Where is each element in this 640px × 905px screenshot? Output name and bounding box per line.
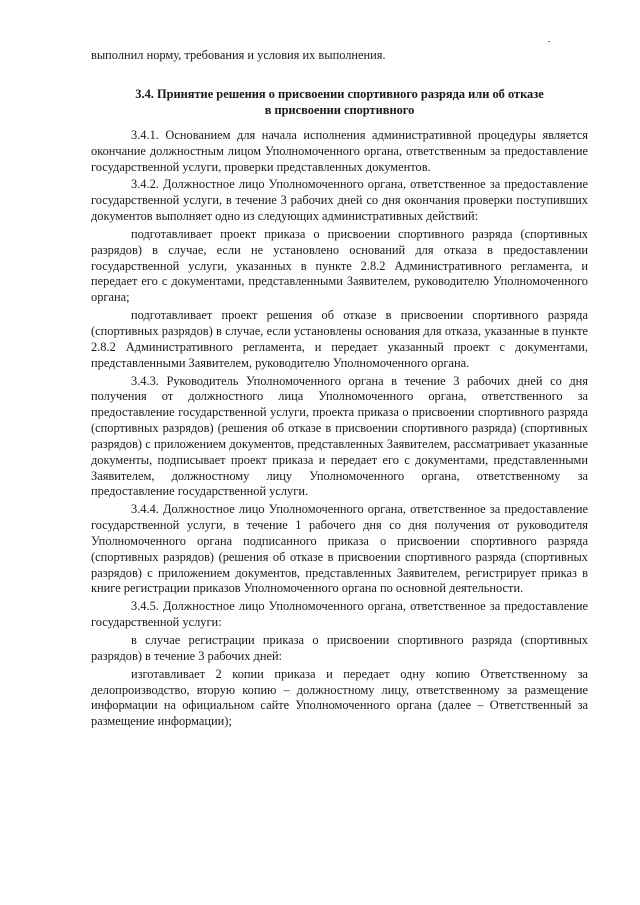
paragraph-3-4-3: 3.4.3. Руководитель Уполномоченного органа в течение 3 рабочих дней со дня получения от должностного лица Уполномоченного органа, ответственного за предоставление государственной услуги, проекта приказа о присвоении спортивного разряда (спортивных разрядов) (решения об отказе в присвоении спортивного разряда) (спортивных разрядов) с приложением документов, представленных Заявителем, рассматривает указанные документы, подписывает проект приказа и передает его с документами, представленными Заявителем, должностному лицу Уполномоченного органа, ответственному за предоставление государственной услуги. bbox=[91, 373, 588, 499]
paragraph-copies: изготавливает 2 копии приказа и передает одну копию Ответственному за делопроизводство, вторую копию – должностному лицу, ответственному за размещение информации на официальном сайте Уполномоченного органа (далее – Ответственный за размещение информации); bbox=[91, 666, 588, 729]
section-heading bbox=[91, 86, 588, 118]
scan-speck bbox=[548, 41, 550, 42]
paragraph-registration-case: в случае регистрации приказа о присвоении спортивного разряда (спортивных разрядов) в течение 3 рабочих дней: bbox=[91, 633, 588, 663]
section-heading-line-2: в присвоении спортивного bbox=[264, 102, 415, 117]
paragraph-3-4-5: 3.4.5. Должностное лицо Уполномоченного органа, ответственное за предоставление государственной услуги: bbox=[91, 599, 588, 630]
paragraph-3-4-1: 3.4.1. Основанием для начала исполнения административной процедуры является окончание должностным лицом Уполномоченного органа, ответственным за предоставление государственной услуги, проверки представленных документов. bbox=[91, 127, 588, 174]
section-heading-line-1: 3.4. Принятие решения о присвоении спортивного разряда или об отказе bbox=[135, 86, 544, 101]
paragraph-prepare-order: подготавливает проект приказа о присвоении спортивного разряда (спортивных разрядов) в случае, если не установлено оснований для отказа в предоставлении государственной услуги, указанных в пункте 2.8.2 Административного регламента, и передает его с документами, представленными Заявителем, руководителю Уполномоченного органа; bbox=[91, 226, 588, 305]
intro-line: выполнил норму, требования и условия их выполнения. bbox=[91, 48, 386, 62]
paragraph-prepare-refusal: подготавливает проект решения об отказе в присвоении спортивного разряда (спортивных разрядов) в случае, если установлены основания для отказа, указанные в пункте 2.8.2 Административного регламента, и передает указанный проект с документами, представленными Заявителем, руководителю Уполномоченного органа. bbox=[91, 308, 588, 370]
paragraph-3-4-4: 3.4.4. Должностное лицо Уполномоченного органа, ответственное за предоставление государственной услуги, в течение 1 рабочего дня со дня получения от руководителя Уполномоченного органа подписанного приказа о присвоении спортивного разряда (спортивных разрядов) (решения об отказе в присвоении спортивного разряда (спортивных разрядов) с приложением документов, представленных Заявителем, регистрирует приказ в книге регистрации приказов Уполномоченного органа по основной деятельности. bbox=[91, 502, 588, 596]
document-body bbox=[91, 48, 588, 730]
paragraph-3-4-2: 3.4.2. Должностное лицо Уполномоченного органа, ответственное за предоставление государственной услуги, в течение 3 рабочих дней со дня окончания проверки поступивших документов выполняет одно из следующих административных действий: bbox=[91, 177, 588, 224]
